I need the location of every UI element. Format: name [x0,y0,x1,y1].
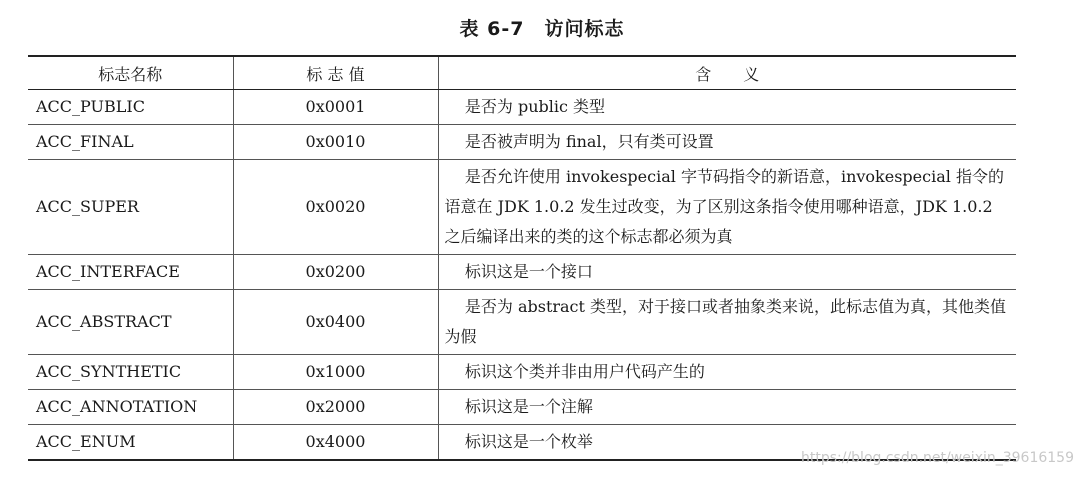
flag-value: 0x0010 [233,125,438,160]
table-row [28,90,1016,125]
flag-description: 标识这是一个接口 [438,255,1016,290]
flag-name: ACC_ABSTRACT [28,290,233,355]
header-flag-name: 标志名称 [28,56,233,90]
flag-value: 0x1000 [233,355,438,390]
flag-name: ACC_SYNTHETIC [28,355,233,390]
header-meaning: 含 义 [438,56,1016,90]
flag-description: 是否被声明为 final，只有类可设置 [438,125,1016,160]
flag-name: ACC_FINAL [28,125,233,160]
header-flag-value: 标 志 值 [233,56,438,90]
flag-description: 是否允许使用 invokespecial 字节码指令的新语意，invokespecial 指令的语意在 JDK 1.0.2 发生过改变，为了区别这条指令使用哪种语意，JDK 1.0.2 之后编译出来的类的这个标志都必须为真 [438,160,1016,255]
flag-name: ACC_SUPER [28,160,233,255]
header-row [28,56,1016,90]
flag-value: 0x0020 [233,160,438,255]
source-watermark: https://blog.csdn.net/weixin_39616159 [800,450,1074,466]
table-row [28,355,1016,390]
flag-name: ACC_ANNOTATION [28,390,233,425]
flag-description: 标识这是一个注解 [438,390,1016,425]
flag-name: ACC_PUBLIC [28,90,233,125]
table-row [28,290,1016,355]
flag-name: ACC_INTERFACE [28,255,233,290]
flag-description: 是否为 abstract 类型，对于接口或者抽象类来说，此标志值为真，其他类值为假 [438,290,1016,355]
flag-value: 0x0400 [233,290,438,355]
table-row [28,125,1016,160]
table-row [28,255,1016,290]
flag-description: 是否为 public 类型 [438,90,1016,125]
flag-value: 0x0200 [233,255,438,290]
table-row [28,390,1016,425]
table-row [28,160,1016,255]
table-caption: 表 6-7 访问标志 [459,18,625,40]
flag-name: ACC_ENUM [36,432,136,451]
flag-value: 0x4000 [233,425,438,461]
access-flags-table [28,55,1016,461]
flag-value: 0x0001 [233,90,438,125]
flag-description: 标识这个类并非由用户代码产生的 [438,355,1016,390]
flag-description: 标识这是一个枚举 [438,425,1016,461]
flag-value: 0x2000 [233,390,438,425]
